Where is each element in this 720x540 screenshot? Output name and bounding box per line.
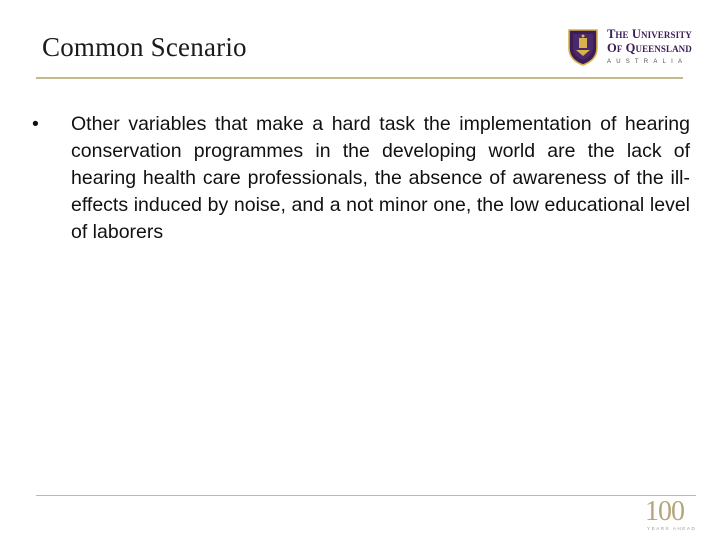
centenary-logo: [645, 496, 697, 534]
centenary-caption: YEARS AHEAD: [647, 526, 697, 531]
bullet-item: [32, 111, 690, 246]
bullet-text: Other variables that make a hard task the implementation of hearing conservation programmes in the developing world are the lack of hearing health care professionals, the absence of awareness of the ill-effects induced by noise, and a not minor one, the low educational level of laborers: [71, 113, 690, 243]
logo-university-line: The University: [607, 27, 692, 41]
footer-divider: [36, 495, 696, 496]
logo-australia-line: AUSTRALIA: [607, 59, 688, 65]
logo-queensland-line: Of Queensland: [607, 41, 692, 55]
centenary-number: 100: [645, 496, 684, 527]
slide-title: Common Scenario: [42, 32, 247, 62]
bullet-list: [32, 111, 690, 246]
university-logo: [567, 26, 707, 70]
title-divider: [36, 77, 683, 79]
crest-icon: [567, 28, 599, 66]
bullet-marker: •: [32, 113, 39, 135]
